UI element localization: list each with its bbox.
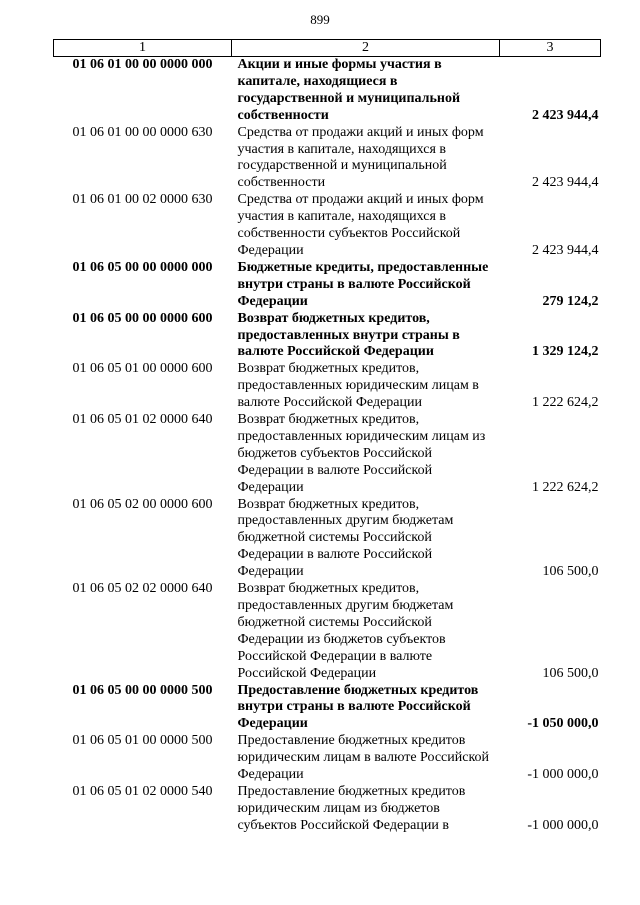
name-cell: Бюджетные кредиты, предоставленные внутри страны в валюте Российской Федерации	[237, 259, 489, 309]
code-cell: 01 06 05 00 00 0000 600	[72, 310, 213, 326]
code-cell: 01 06 05 01 00 0000 500	[72, 733, 213, 749]
name-cell: Возврат бюджетных кредитов, предоставленных другим бюджетам бюджетной системы Российской Федерации из бюджетов субъектов Российской Федерации в валюте Российской Федерации	[237, 581, 454, 681]
code-cell: 01 06 01 00 00 0000 630	[72, 124, 213, 140]
table-header-row	[54, 40, 601, 57]
code-cell: 01 06 01 00 00 0000 000	[72, 57, 213, 72]
table-row	[54, 192, 601, 260]
amount-cell: 2 423 944,4	[532, 107, 599, 123]
code-cell: 01 06 05 00 00 0000 000	[72, 259, 213, 275]
name-cell: Возврат бюджетных кредитов, предоставленных другим бюджетам бюджетной системы Российской Федерации в валюте Российской Федерации	[237, 496, 454, 580]
name-cell: Предоставление бюджетных кредитов юридическим лицам в валюте Российской Федерации	[237, 733, 490, 783]
amount-cell: -1 000 000,0	[527, 767, 599, 783]
table-row	[54, 57, 601, 125]
amount-cell: -1 000 000,0	[527, 817, 599, 833]
amount-cell: 106 500,0	[542, 564, 599, 580]
name-cell: Средства от продажи акций и иных форм участия в капитале, находящихся в собственности субъектов Российской Федерации	[237, 192, 484, 258]
amount-cell: 106 500,0	[542, 665, 599, 681]
table-row	[54, 412, 601, 497]
name-cell: Возврат бюджетных кредитов, предоставленных внутри страны в валюте Российской Федерации	[237, 310, 460, 360]
name-cell: Предоставление бюджетных кредитов юридическим лицам из бюджетов субъектов Российской Федерации в	[237, 783, 466, 833]
amount-cell: 1 222 624,2	[532, 395, 599, 411]
table-row	[54, 683, 601, 734]
header-col-3: 3	[500, 40, 601, 57]
budget-table	[53, 39, 601, 835]
code-cell: 01 06 05 02 00 0000 600	[72, 496, 213, 512]
header-col-1: 1	[54, 40, 232, 57]
table-row	[54, 361, 601, 412]
code-cell: 01 06 05 01 02 0000 640	[72, 412, 213, 428]
code-cell: 01 06 05 00 00 0000 500	[72, 682, 213, 698]
amount-cell: -1 050 000,0	[527, 716, 599, 732]
name-cell: Возврат бюджетных кредитов, предоставленных юридическим лицам из бюджетов субъектов Российской Федерации в валюте Российской Федерации	[237, 412, 486, 495]
name-cell: Акции и иные формы участия в капитале, находящиеся в государственной и муниципальной собственности	[237, 57, 461, 123]
amount-cell: 279 124,2	[542, 293, 599, 309]
amount-cell: 1 222 624,2	[532, 479, 599, 495]
name-cell: Возврат бюджетных кредитов, предоставленных юридическим лицам в валюте Российской Федерации	[237, 361, 479, 411]
name-cell: Предоставление бюджетных кредитов внутри страны в валюте Российской Федерации	[237, 682, 479, 732]
table-row	[54, 733, 601, 784]
code-cell: 01 06 05 01 00 0000 600	[72, 361, 213, 377]
table-row	[54, 260, 601, 311]
table-row	[54, 784, 601, 835]
table-row	[54, 497, 601, 582]
code-cell: 01 06 01 00 02 0000 630	[72, 192, 213, 208]
code-cell: 01 06 05 02 02 0000 640	[72, 581, 213, 597]
table-row	[54, 125, 601, 193]
amount-cell: 2 423 944,4	[532, 175, 599, 191]
code-cell: 01 06 05 01 02 0000 540	[72, 783, 213, 799]
header-col-2: 2	[232, 40, 500, 57]
page-number: 899	[310, 12, 330, 27]
name-cell: Средства от продажи акций и иных форм участия в капитале, находящихся в государственной и муниципальной собственности	[237, 124, 484, 191]
table-row	[54, 581, 601, 682]
amount-cell: 1 329 124,2	[532, 344, 599, 360]
table-row	[54, 311, 601, 362]
amount-cell: 2 423 944,4	[532, 242, 599, 258]
table-body	[54, 57, 601, 835]
